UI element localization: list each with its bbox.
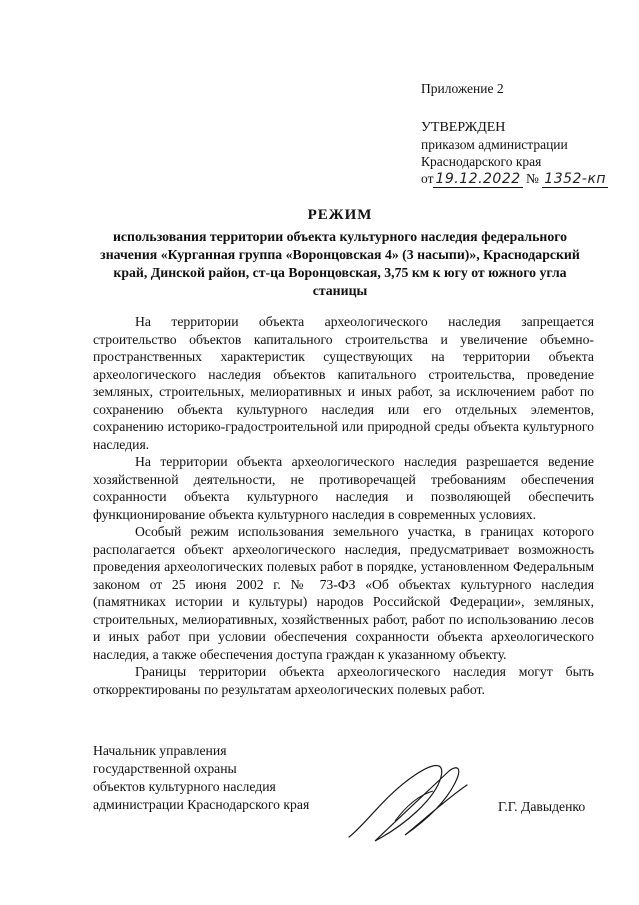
approved-heading: УТВЕРЖДЕН [421, 120, 506, 135]
order-reference [421, 170, 631, 188]
paragraph-special-regime: Особый режим использования земельного участка, в границах которого располагается объект археологического наследия, предусматривает возможность проведения археологических полевых работ в порядке, установленном Федеральным законом от 25 июня 2002 г. № 73-ФЗ «Об объектах культурного наследия (памятниках истории и культуры) народов Российской Федерации», земляных, строительных, мелиоративных, хозяйственных работ, работ по использованию лесов и иных работ при условии обеспечения сохранности объекта археологического наследия, а также обеспечения доступа граждан к указанному объекту. [93, 524, 594, 662]
approval-line-order: приказом администрации [421, 137, 568, 152]
title-head: РЕЖИМ [307, 207, 373, 223]
position-line: Начальник управления [93, 743, 227, 758]
paragraph-boundaries: Границы территории объекта археологического наследия могут быть откорректированы по результатам археологических полевых работ. [93, 664, 594, 697]
position-line: объектов культурного наследия [93, 779, 276, 794]
paragraph-permissions: На территории объекта археологического наследия разрешается ведение хозяйственной деятельности, не противоречащей требованиям обеспечения сохранности объекта культурного наследия и позволяющей обеспечить функционирование объекта культурного наследия в современных условиях. [93, 454, 594, 522]
from-label: от [421, 171, 434, 186]
appendix-label: Приложение 2 [421, 81, 504, 96]
signatory-position [93, 742, 363, 814]
document-body [93, 313, 594, 698]
position-line: государственной охраны [93, 761, 237, 776]
approval-line-region: Краснодарского края [421, 154, 542, 169]
position-line: администрации Краснодарского края [93, 797, 310, 812]
number-label: № [526, 171, 539, 186]
order-date: 19.12.2022 [435, 171, 521, 187]
order-number: 1352-кп [544, 171, 607, 187]
document-title [92, 207, 588, 300]
signer-name: Г.Г. Давыденко [498, 799, 586, 814]
paragraph-prohibitions: На территории объекта археологического наследия запрещается строительство объектов капитального строительства и увеличение объемно-пространственных характеристик существующих на территории объекта археологического наследия объектов капитального строительства, проведение земляных, строительных, мелиоративных и иных работ, за исключением работ по сохранению объекта культурного наследия или его отдельных элементов, сохранению историко-градостроительной или природной среды объекта культурного наследия. [93, 314, 594, 452]
title-subtitle: использования территории объекта культурного наследия федерального значения «Курганная группа «Воронцовская 4» (3 насыпи)», Краснодарский край, Динской район, ст-ца Воронцовская, 3,75 км к югу от южного угла станицы [100, 229, 580, 298]
handwritten-signature [345, 755, 475, 855]
approval-block [421, 80, 631, 188]
